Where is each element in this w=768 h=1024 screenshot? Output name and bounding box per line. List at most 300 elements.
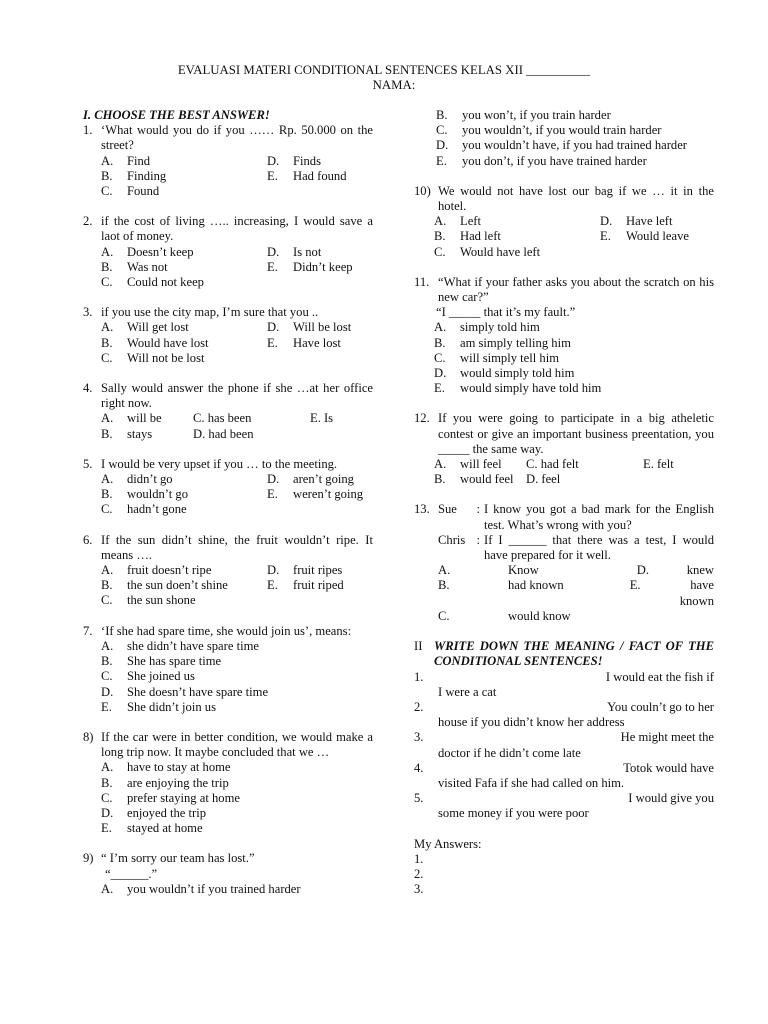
option-letter: D.: [267, 153, 280, 168]
question: [83, 381, 373, 442]
option-text: Was not: [127, 259, 168, 274]
option: E. felt: [643, 457, 674, 472]
meaning-item: [414, 761, 714, 791]
option-letter: D.: [101, 805, 114, 820]
option-letter: B.: [434, 229, 446, 244]
question: [414, 502, 714, 624]
colon: :: [476, 532, 480, 547]
option-text: Found: [127, 184, 160, 199]
question-stem: [83, 851, 373, 866]
option: [101, 275, 267, 290]
question: [83, 457, 373, 518]
option-text: you wouldn’t have, if you had trained harder: [462, 138, 687, 153]
spacer: [83, 290, 373, 305]
option-text: aren’t going: [293, 472, 354, 487]
option: [101, 578, 267, 593]
option: [101, 411, 193, 426]
option-letter: D.: [600, 214, 613, 229]
option: [101, 169, 267, 184]
question: [414, 411, 714, 487]
item-text: doctor if he didn’t come late: [438, 745, 581, 760]
option-letter: A.: [101, 320, 114, 335]
question: [83, 305, 373, 366]
option: [83, 821, 373, 836]
option: [101, 563, 267, 578]
speaker-text: If I ______ that there was a test, I would have prepared for it well.: [484, 532, 714, 563]
option-row: [83, 563, 373, 578]
option: [101, 427, 193, 442]
name-label: NAMA:: [372, 78, 416, 92]
question: [83, 624, 373, 715]
meaning-line: [414, 730, 714, 745]
item-number: 1.: [414, 669, 424, 684]
answers-label: My Answers:: [414, 836, 482, 851]
question-text: We would not have lost our bag if we … it in the hotel.: [438, 183, 714, 214]
spacer: [414, 396, 714, 411]
option: [267, 578, 344, 593]
option-text: She joined us: [127, 669, 195, 684]
option: [414, 138, 714, 153]
question-text: “ I’m sorry our team has lost.”: [101, 851, 255, 866]
option: [414, 351, 714, 366]
option-text: she didn’t have spare time: [127, 638, 259, 653]
option-letter: A.: [101, 881, 114, 896]
option: [414, 108, 714, 123]
option: [101, 320, 267, 335]
question-stem: [83, 123, 373, 153]
question-text: if you use the city map, I’m sure that you ..: [101, 305, 319, 320]
option: E. Is: [310, 411, 334, 426]
question-text: “What if your father asks you about the scratch on his new car?”: [438, 274, 714, 305]
spacer: [83, 199, 373, 214]
option: [83, 760, 373, 775]
option: D. had been: [193, 426, 254, 441]
option-row: [83, 169, 373, 184]
worksheet-title: EVALUASI MATERI CONDITIONAL SENTENCES KELAS XII __________: [177, 63, 591, 77]
question-stem: [83, 624, 373, 639]
option-text: Didn’t keep: [293, 259, 353, 274]
question: [83, 851, 373, 897]
item-text: some money if you were poor: [438, 806, 589, 821]
option-text: you don’t, if you have trained harder: [462, 153, 647, 168]
option-letter: E.: [267, 487, 278, 502]
question: [83, 730, 373, 836]
option-row: [83, 578, 373, 593]
option-text: Doesn’t keep: [127, 244, 194, 259]
item-text: I would give you: [628, 791, 714, 806]
spacer: [414, 624, 714, 639]
option-text: Left: [460, 214, 481, 229]
item-text: I would eat the fish if: [605, 669, 714, 684]
option-text: enjoyed the trip: [127, 805, 207, 820]
question-stem: [414, 411, 714, 457]
option: [414, 366, 714, 381]
option: [267, 336, 341, 351]
question-number: 2.: [83, 214, 93, 229]
option-letter: E.: [267, 168, 278, 183]
option: [101, 351, 267, 366]
option: [637, 563, 714, 578]
option: [83, 700, 373, 715]
option-row: [83, 487, 373, 502]
question: [414, 184, 714, 260]
option: C. had felt: [526, 457, 579, 472]
option: [101, 593, 267, 608]
option-letter: B.: [101, 654, 113, 669]
option-letter: A.: [101, 411, 114, 426]
question-number: 6.: [83, 532, 93, 547]
option-text: Will be lost: [293, 320, 352, 335]
speaker-text: I know you got a bad mark for the English test. What’s wrong with you?: [484, 502, 714, 532]
option-letter: D.: [436, 138, 449, 153]
option-letter: A.: [101, 563, 114, 578]
option-text: Could not keep: [127, 275, 204, 290]
question-line: “I _____ that it’s my fault.”: [436, 305, 576, 320]
option-row: [83, 351, 373, 366]
option-text: She didn’t join us: [127, 699, 216, 714]
option-text: fruit ripes: [293, 563, 343, 578]
option-letter: E.: [600, 229, 611, 244]
spacer: [414, 487, 714, 502]
option-row: [83, 154, 373, 169]
option: C. has been: [193, 411, 252, 426]
option-letter: B.: [436, 108, 448, 122]
option-letter: C.: [101, 669, 113, 684]
option-row: [414, 214, 714, 229]
option: [434, 472, 526, 487]
section-heading: I. CHOOSE THE BEST ANSWER!: [83, 108, 270, 122]
option: [101, 487, 267, 502]
option-letter: D.: [434, 366, 447, 381]
option-letter: C.: [434, 244, 446, 259]
question-stem: [83, 730, 373, 760]
speaker-name: Sue: [438, 502, 457, 517]
item-text: house if you didn’t know her address: [438, 715, 625, 730]
option-text: am simply telling him: [460, 335, 571, 350]
question-stem: [83, 305, 373, 320]
meaning-line: [414, 700, 714, 715]
item-number: 3.: [414, 730, 424, 745]
option-letter: B.: [101, 259, 113, 274]
option: [414, 336, 714, 351]
option-row: [83, 593, 373, 608]
option: [600, 229, 689, 244]
spacer: [414, 169, 714, 184]
option-text: would know: [508, 608, 571, 623]
answer-line: 1.: [414, 851, 424, 866]
option-letter: D.: [101, 684, 114, 699]
item-number: 5.: [414, 791, 424, 806]
option-letter: E.: [267, 335, 278, 350]
option-letter: E.: [267, 578, 278, 593]
option-text: have known: [679, 578, 714, 608]
option-text: Will get lost: [127, 320, 189, 335]
meaning-item: [414, 700, 714, 730]
option-text: Have lost: [293, 335, 341, 350]
option-text: would simply have told him: [460, 381, 602, 396]
option: [434, 229, 600, 244]
option: [101, 472, 267, 487]
option-text: She has spare time: [127, 654, 222, 669]
option-letter: E.: [267, 259, 278, 274]
option-letter: A.: [434, 457, 447, 472]
option-letter: B.: [101, 578, 113, 593]
option-text: Have left: [626, 214, 673, 229]
option: [101, 260, 267, 275]
option-letter: D.: [636, 563, 649, 578]
option: [267, 169, 347, 184]
dialogue-chris: [414, 533, 714, 563]
left-column: [83, 108, 373, 897]
option-text: fruit doesn’t ripe: [127, 563, 212, 578]
option: [101, 245, 267, 260]
option-letter: A.: [101, 638, 114, 653]
option-text: Would leave: [626, 229, 689, 244]
item-text: Totok would have: [623, 760, 714, 775]
right-column: [414, 108, 714, 897]
question-text: if the cost of living ….. increasing, I would save a laot of money.: [101, 214, 373, 244]
option-row: [414, 609, 714, 624]
option: [267, 260, 353, 275]
option: [101, 502, 267, 517]
option-text: Would have left: [460, 244, 541, 259]
option: [267, 245, 321, 260]
option: [434, 457, 526, 472]
option-row: [414, 472, 714, 487]
option-text: are enjoying the trip: [127, 775, 229, 790]
option: [267, 154, 321, 169]
option-letter: C.: [101, 184, 113, 199]
question-number: 10): [414, 183, 431, 198]
option: [101, 154, 267, 169]
option-text: have to stay at home: [127, 760, 231, 775]
option-letter: E.: [101, 821, 112, 836]
item-text: visited Fafa if she had called on him.: [438, 775, 625, 790]
option-text: simply told him: [460, 320, 540, 335]
meaning-item: [414, 670, 714, 700]
dialogue-sue: [414, 502, 714, 532]
spacer: [83, 715, 373, 730]
option-text: Would have lost: [127, 335, 209, 350]
option-letter: A.: [101, 244, 114, 259]
option-text: the sun doen’t shine: [127, 578, 228, 593]
option-letter: A.: [438, 563, 451, 578]
option: [267, 472, 354, 487]
option-letter: C.: [436, 123, 448, 138]
question-text: ‘What would you do if you …… Rp. 50.000 on the street?: [101, 123, 373, 153]
question-stem: [83, 457, 373, 472]
option-text: She doesn’t have spare time: [127, 684, 269, 699]
option: [434, 214, 600, 229]
option-row: [83, 184, 373, 199]
option: [83, 791, 373, 806]
option-letter: C.: [101, 790, 113, 805]
option: [438, 578, 630, 608]
meaning-line: [414, 670, 714, 685]
option: [434, 245, 600, 260]
question-number: 9): [83, 851, 94, 866]
spacer: [83, 518, 373, 533]
option: [600, 214, 673, 229]
item-number: 4.: [414, 760, 424, 775]
option-text: knew: [686, 563, 714, 578]
option-text: the sun shone: [127, 593, 196, 608]
speaker-label: [438, 533, 480, 563]
option-letter: A.: [101, 760, 114, 775]
question-stem: [83, 533, 373, 563]
question-text: Sally would answer the phone if she …at her office right now.: [101, 381, 373, 411]
option-letter: B.: [101, 426, 113, 441]
option: [83, 669, 373, 684]
option-row: [83, 320, 373, 335]
option-text: hadn’t gone: [127, 502, 187, 517]
option-text: Is not: [293, 244, 322, 259]
option-text: will simply tell him: [460, 350, 560, 365]
option-text: would feel: [460, 472, 514, 487]
option: [438, 609, 646, 624]
option-letter: D.: [267, 320, 280, 335]
answer-line: 2.: [414, 866, 424, 881]
option-text: you wouldn’t, if you would train harder: [462, 123, 662, 138]
section-heading: [414, 639, 714, 669]
option-text: Had left: [460, 229, 501, 244]
question-number: 1.: [83, 123, 93, 138]
question-text: If you were going to participate in a big atheletic contest or give an important business preentation, you _____ the same way.: [438, 411, 714, 456]
question-text: If the car were in better condition, we would make a long trip now. It maybe concluded that we …: [101, 729, 373, 760]
option-text: Had found: [293, 168, 347, 183]
question-number: 12.: [414, 411, 430, 426]
spacer: [83, 442, 373, 457]
option: [267, 563, 342, 578]
meaning-item: [414, 730, 714, 760]
option-letter: E.: [436, 153, 447, 168]
option-text: Finding: [127, 168, 167, 183]
option-row: [414, 229, 714, 244]
option-letter: C.: [438, 608, 450, 623]
option-letter: C.: [101, 350, 113, 365]
option-text: stays: [127, 426, 153, 441]
meaning-line: [414, 761, 714, 776]
section-number: II: [414, 639, 423, 654]
option-row: [83, 245, 373, 260]
item-text: I were a cat: [438, 684, 497, 699]
option-row: [83, 336, 373, 351]
option-row: [83, 275, 373, 290]
option-row: [83, 411, 373, 426]
question-number: 4.: [83, 381, 93, 396]
option: [83, 685, 373, 700]
option-letter: D.: [267, 472, 280, 487]
option-row: [83, 260, 373, 275]
question-line: “______.”: [105, 866, 158, 881]
option-letter: E.: [629, 578, 641, 593]
option: [83, 654, 373, 669]
question: [83, 533, 373, 609]
option-letter: A.: [434, 214, 447, 229]
option-letter: C.: [101, 502, 113, 517]
option-letter: D.: [267, 563, 280, 578]
question-text: ‘If she had spare time, she would join us’, means:: [101, 623, 352, 638]
option: [83, 776, 373, 791]
option-letter: D.: [267, 244, 280, 259]
option-letter: A.: [101, 472, 114, 487]
option-text: Find: [127, 153, 151, 168]
option-text: you won’t, if you train harder: [462, 108, 611, 122]
question: [83, 214, 373, 290]
option-letter: C.: [101, 275, 113, 290]
option-row: [83, 472, 373, 487]
option: [630, 578, 714, 608]
option-row: [414, 457, 714, 472]
speaker-label: [414, 502, 480, 532]
option-row: [414, 245, 714, 260]
option: [414, 154, 714, 169]
option: [101, 184, 267, 199]
speaker-name: Chris: [438, 532, 466, 547]
option-letter: B.: [434, 472, 446, 487]
option-letter: C.: [101, 593, 113, 608]
colon: :: [476, 502, 480, 517]
option: [438, 563, 637, 578]
option-text: prefer staying at home: [127, 790, 240, 805]
answer-line: 3.: [414, 882, 424, 897]
option-text: didn’t go: [127, 472, 173, 487]
spacer: [414, 260, 714, 275]
option-letter: E.: [434, 381, 445, 396]
question-stem: [414, 184, 714, 214]
item-text: He might meet the: [620, 730, 714, 745]
option-row: [414, 578, 714, 608]
option-letter: B.: [101, 775, 113, 790]
option-text: had known: [508, 578, 564, 593]
option: [414, 381, 714, 396]
question: [414, 275, 714, 397]
question-number: 11.: [414, 274, 430, 289]
option-letter: A.: [101, 153, 114, 168]
option-text: would simply told him: [460, 366, 575, 381]
spacer: [414, 822, 714, 837]
option-text: Will not be lost: [127, 350, 205, 365]
option: [83, 806, 373, 821]
spacer: [83, 366, 373, 381]
option-text: fruit riped: [293, 578, 344, 593]
option-letter: E.: [101, 699, 112, 714]
spacer: [83, 836, 373, 851]
option: [83, 882, 373, 897]
option: [267, 487, 363, 502]
option-text: will be: [127, 411, 162, 426]
option-row: [83, 502, 373, 517]
question-number: 7.: [83, 623, 93, 638]
option-letter: B.: [101, 487, 113, 502]
option: [414, 123, 714, 138]
question-text: If the sun didn’t shine, the fruit wouldn’t ripe. It means ….: [101, 532, 373, 562]
option-letter: A.: [434, 320, 447, 335]
question: [83, 123, 373, 199]
option-text: Know: [508, 563, 539, 578]
option: [101, 336, 267, 351]
question-stem: [83, 214, 373, 244]
option-text: you wouldn’t if you trained harder: [127, 881, 301, 896]
option-row: [83, 427, 373, 442]
option-letter: B.: [101, 168, 113, 183]
item-number: 2.: [414, 699, 424, 714]
question-text: I would be very upset if you … to the meeting.: [101, 456, 338, 471]
option-text: weren’t going: [293, 487, 364, 502]
option-letter: B.: [438, 578, 450, 593]
option-text: will feel: [460, 457, 502, 472]
question-stem: [414, 275, 714, 305]
